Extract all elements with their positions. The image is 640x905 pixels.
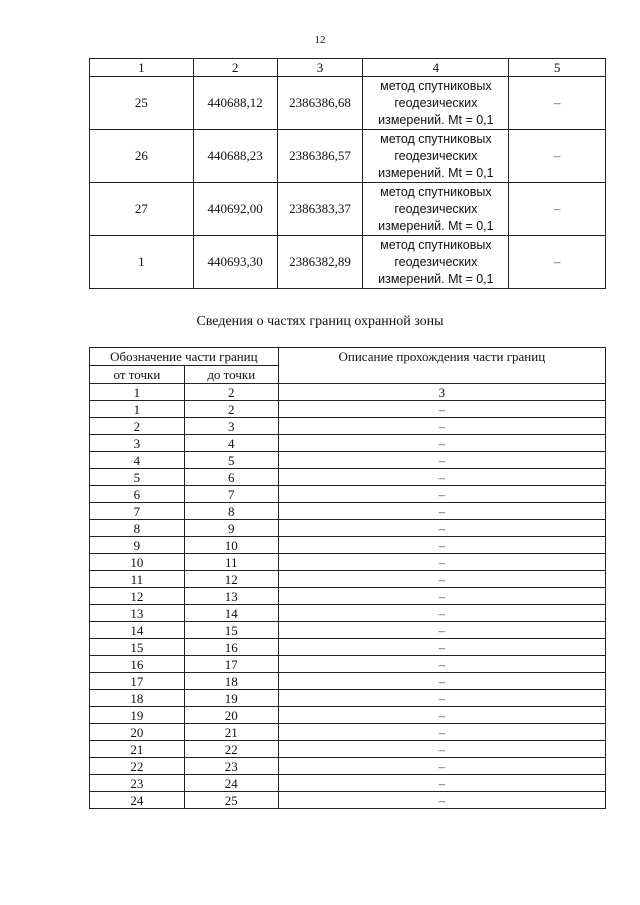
description-cell: – [278,656,605,673]
y-coordinate-cell: 2386382,89 [277,236,363,289]
to-point-cell: 12 [184,571,278,588]
y-coordinate-cell: 2386386,68 [277,77,363,130]
description-cell: – [278,758,605,775]
from-point-cell: 23 [90,775,185,792]
description-cell: – [278,622,605,639]
table-row [90,707,606,724]
table-row [90,486,606,503]
from-point-cell: 1 [90,401,185,418]
note-cell: – [509,77,606,130]
table-row [90,622,606,639]
to-point-cell: 8 [184,503,278,520]
table-row [90,673,606,690]
from-point-cell: 6 [90,486,185,503]
table-row [90,469,606,486]
method-cell: метод спутниковых геодезических измерений. Mt = 0,1 [363,183,509,236]
from-point-cell: 22 [90,758,185,775]
to-point-cell: 4 [184,435,278,452]
description-cell: – [278,537,605,554]
y-coordinate-cell: 2386386,57 [277,130,363,183]
point-cell: 25 [90,77,194,130]
to-point-cell: 14 [184,605,278,622]
column-header: 3 [277,59,363,77]
point-cell: 27 [90,183,194,236]
table-row [90,656,606,673]
to-point-cell: 9 [184,520,278,537]
x-coordinate-cell: 440688,12 [193,77,277,130]
point-cell: 1 [90,236,194,289]
from-point-cell: 10 [90,554,185,571]
description-cell: – [278,673,605,690]
column-header-from: от точки [90,366,185,384]
from-point-cell: 12 [90,588,185,605]
table-row [90,503,606,520]
to-point-cell: 2 [184,401,278,418]
description-cell: – [278,554,605,571]
from-point-cell: 16 [90,656,185,673]
from-point-cell: 5 [90,469,185,486]
to-point-cell: 7 [184,486,278,503]
table-row [90,418,606,435]
description-cell: – [278,775,605,792]
table-row [90,639,606,656]
to-point-cell: 16 [184,639,278,656]
to-point-cell: 17 [184,656,278,673]
table-row [90,520,606,537]
table-row [90,554,606,571]
table-row [90,741,606,758]
index-row [90,384,606,401]
note-cell: – [509,130,606,183]
x-coordinate-cell: 440693,30 [193,236,277,289]
table-row [90,605,606,622]
description-cell: – [278,741,605,758]
from-point-cell: 24 [90,792,185,809]
section-title: Сведения о частях границ охранной зоны [196,314,444,329]
table-row [90,537,606,554]
description-cell: – [278,690,605,707]
from-point-cell: 8 [90,520,185,537]
from-point-cell: 17 [90,673,185,690]
table-row [90,435,606,452]
description-cell: – [278,724,605,741]
description-cell: – [278,605,605,622]
to-point-cell: 13 [184,588,278,605]
description-cell: – [278,571,605,588]
description-cell: – [278,435,605,452]
table-row [90,775,606,792]
to-point-cell: 24 [184,775,278,792]
method-cell: метод спутниковых геодезических измерений. Mt = 0,1 [363,77,509,130]
table-header-row [90,348,606,366]
method-cell: метод спутниковых геодезических измерений. Mt = 0,1 [363,236,509,289]
point-cell: 26 [90,130,194,183]
index-cell: 1 [90,384,185,401]
note-cell: – [509,183,606,236]
from-point-cell: 11 [90,571,185,588]
table-row [90,452,606,469]
from-point-cell: 3 [90,435,185,452]
description-cell: – [278,401,605,418]
page-number: 12 [314,34,326,46]
column-header: 2 [193,59,277,77]
table-row [90,401,606,418]
from-point-cell: 14 [90,622,185,639]
method-cell: метод спутниковых геодезических измерений. Mt = 0,1 [363,130,509,183]
table-row [90,183,606,236]
column-header: 1 [90,59,194,77]
table-row [90,758,606,775]
coordinates-table [89,58,606,289]
from-point-cell: 18 [90,690,185,707]
column-header-to: до точки [184,366,278,384]
description-cell: – [278,452,605,469]
table-row [90,724,606,741]
to-point-cell: 15 [184,622,278,639]
column-header: 5 [509,59,606,77]
table-header-row [90,59,606,77]
column-header: 4 [363,59,509,77]
description-cell: – [278,792,605,809]
from-point-cell: 2 [90,418,185,435]
column-header-description: Описание прохождения части границ [278,348,605,384]
table-row [90,130,606,183]
index-cell: 2 [184,384,278,401]
boundary-parts-table [89,347,606,809]
table-row [90,77,606,130]
x-coordinate-cell: 440692,00 [193,183,277,236]
from-point-cell: 9 [90,537,185,554]
index-cell: 3 [278,384,605,401]
to-point-cell: 25 [184,792,278,809]
to-point-cell: 11 [184,554,278,571]
description-cell: – [278,707,605,724]
table-row [90,588,606,605]
to-point-cell: 22 [184,741,278,758]
description-cell: – [278,503,605,520]
from-point-cell: 13 [90,605,185,622]
table-row [90,690,606,707]
description-cell: – [278,418,605,435]
table-row [90,792,606,809]
description-cell: – [278,469,605,486]
note-cell: – [509,236,606,289]
description-cell: – [278,639,605,656]
description-cell: – [278,588,605,605]
to-point-cell: 6 [184,469,278,486]
from-point-cell: 7 [90,503,185,520]
from-point-cell: 4 [90,452,185,469]
to-point-cell: 3 [184,418,278,435]
to-point-cell: 20 [184,707,278,724]
to-point-cell: 23 [184,758,278,775]
table-row [90,571,606,588]
description-cell: – [278,520,605,537]
y-coordinate-cell: 2386383,37 [277,183,363,236]
to-point-cell: 18 [184,673,278,690]
to-point-cell: 19 [184,690,278,707]
from-point-cell: 20 [90,724,185,741]
x-coordinate-cell: 440688,23 [193,130,277,183]
from-point-cell: 21 [90,741,185,758]
to-point-cell: 21 [184,724,278,741]
table-row [90,236,606,289]
to-point-cell: 10 [184,537,278,554]
from-point-cell: 19 [90,707,185,724]
description-cell: – [278,486,605,503]
to-point-cell: 5 [184,452,278,469]
from-point-cell: 15 [90,639,185,656]
header-group: Обозначение части границ [90,348,279,366]
